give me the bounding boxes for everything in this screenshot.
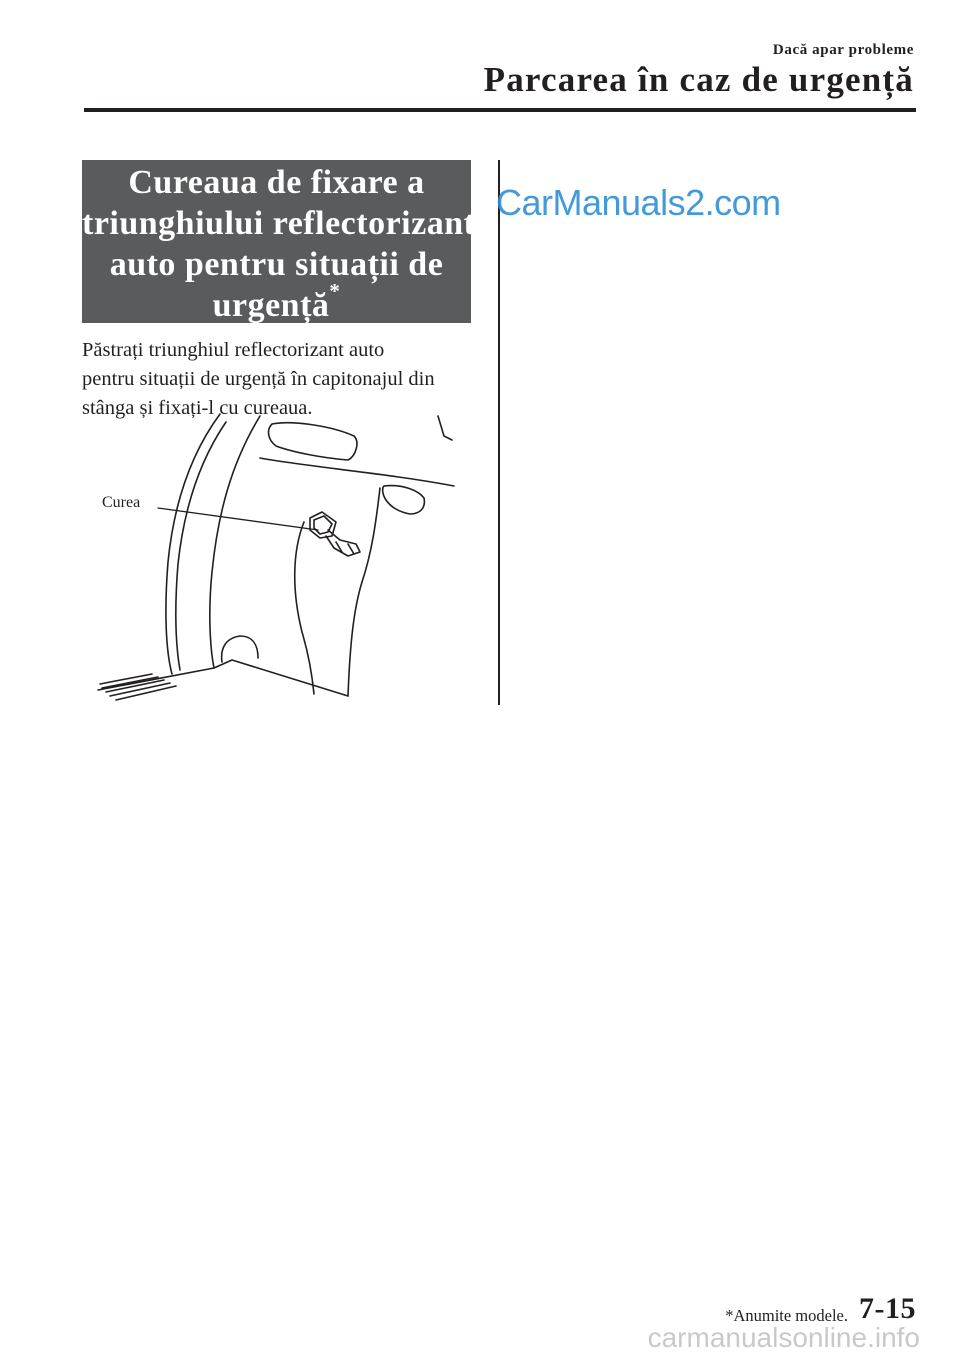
section-heading-line <box>82 278 471 326</box>
page-number: 7-15 <box>859 1292 916 1325</box>
paragraph-line: pentru situații de urgență în capitonajul din <box>82 368 435 390</box>
section-heading <box>82 160 476 324</box>
footnote: *Anumite modele. <box>725 1306 848 1325</box>
instruction-paragraph <box>82 336 482 423</box>
column-divider <box>498 160 500 705</box>
paragraph-line: stânga și fixați-l cu cureaua. <box>82 397 313 419</box>
strap-callout-label: Curea <box>102 494 141 511</box>
section-heading-line: Cureaua de fixare a <box>128 164 425 201</box>
chapter-title: Dacă apar probleme <box>772 42 914 58</box>
section-heading-last-word: urgență <box>212 287 330 324</box>
optional-equipment-mark: * <box>329 278 341 303</box>
watermark-carmanualsonline: carmanualsonline.info <box>647 1322 920 1353</box>
section-heading-line: triunghiului reflectorizant <box>82 205 476 242</box>
paragraph-line: Păstrați triunghiul reflectorizant auto <box>82 339 385 361</box>
header-divider <box>84 108 916 112</box>
section-heading-line: auto pentru situații de <box>109 246 444 283</box>
trunk-strap-illustration <box>92 412 472 702</box>
page-title: Parcarea în caz de urgență <box>483 60 914 99</box>
watermark-carmanuals2: CarManuals2.com <box>496 182 781 223</box>
